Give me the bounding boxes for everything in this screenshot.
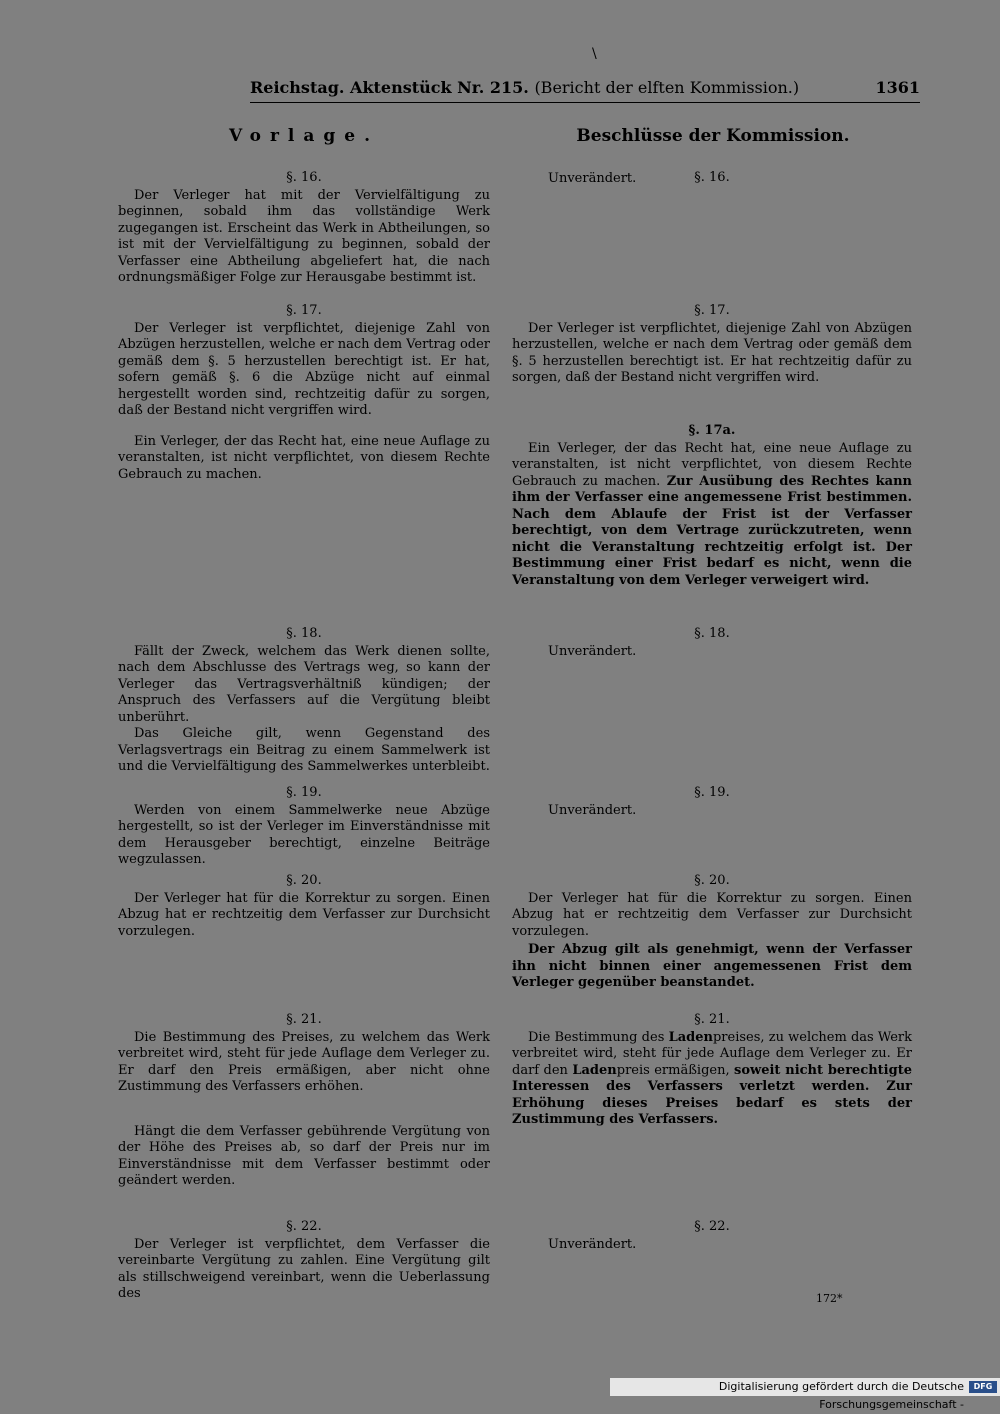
section-number: §. 17.: [694, 303, 730, 318]
section-number: §. 19.: [286, 785, 322, 800]
section-number: §. 17.: [286, 303, 322, 318]
left-section-18: [118, 626, 490, 776]
left-section-17: [118, 303, 490, 483]
left-section-19: [118, 785, 490, 869]
paragraph: Werden von einem Sammelwerke neue Abzüge hergestellt, so ist der Verleger im Einverständnisse mit dem Herausgeber berechtigt, einzelne Beiträge wegzulassen.: [118, 802, 490, 867]
unchanged-note: Unverändert.: [548, 643, 637, 659]
text-plain: preises, zu welchem das Werk verbreitet wird, steht für jede Auflage dem Verleger zu. Er darf den: [512, 1029, 912, 1078]
page-number: 1361: [875, 78, 920, 97]
right-section-22: [512, 1219, 912, 1253]
paragraph: Der Verleger ist verpflichtet, diejenige Zahl von Abzügen herzustellen, welche er nach dem Vertrag oder gemäß dem §. 5 herzustellen berechtigt ist. Er hat rechtzeitig dafür zu sorgen, daß der Bestand nicht vergriffen wird.: [512, 320, 912, 385]
page-header: [250, 76, 920, 103]
left-column-heading: Vorlage.: [228, 126, 380, 146]
right-section-16: [512, 170, 912, 187]
paragraph: Der Verleger hat für die Korrektur zu sorgen. Einen Abzug hat er rechtzeitig dem Verfasser zur Durchsicht vorzulegen.: [118, 890, 490, 939]
text-amendment: Laden: [572, 1062, 617, 1078]
unchanged-note: Unverändert.: [548, 1236, 637, 1252]
paragraph: Hängt die dem Verfasser gebührende Vergütung von der Höhe des Preises ab, so darf der Preis nur im Einverständnisse mit dem Verfasser bestimmt oder geändert werden.: [118, 1123, 490, 1188]
paragraph: [512, 441, 912, 590]
paragraph: Der Verleger ist verpflichtet, diejenige Zahl von Abzügen herzustellen, welche er nach dem Vertrag oder gemäß dem §. 5 herzustellen berechtigt ist. Er hat, sofern gemäß §. 6 die Abzüge nicht auf einmal hergestellt worden sind, rechtzeitig dafür zu sorgen, daß der Bestand nicht vergriffen wird.: [118, 320, 490, 418]
paragraph: Die Bestimmung des Preises, zu welchem das Werk verbreitet wird, steht für jede Auflage dem Verleger zu. Er darf den Preis ermäßigen, aber nicht ohne Zustimmung des Verfassers erhöhen.: [118, 1029, 490, 1094]
section-number: §. 22.: [694, 1219, 730, 1234]
left-section-21: [118, 1012, 490, 1190]
right-section-21: [512, 1012, 912, 1129]
paragraph: Das Gleiche gilt, wenn Gegenstand des Verlagsvertrags ein Beitrag zu einem Sammelwerk ist und die Vervielfältigung des Sammelwerkes unterbleibt.: [118, 726, 490, 774]
right-section-20: [512, 873, 912, 992]
right-section-17a: [512, 423, 912, 589]
digitization-footer: [610, 1378, 1000, 1411]
right-section-18: [512, 626, 912, 660]
text-plain: Ein Verleger, der das Recht hat, eine neue Auflage zu veranstalten, ist nicht verpflichtet, von diesem Rechte Gebrauch zu machen.: [512, 440, 912, 489]
section-number: §. 16.: [286, 170, 322, 185]
paragraph: Ein Verleger, der das Recht hat, eine neue Auflage zu veranstalten, ist nicht verpflichtet, von diesem Rechte Gebrauch zu machen.: [118, 433, 490, 482]
left-section-16: [118, 170, 490, 287]
text-amendment: soweit nicht berechtigte Interessen des Verfassers verletzt werden. Zur Erhöhung dieses Preises bedarf es stets der Zustimmung des Verfassers.: [512, 1062, 912, 1127]
unchanged-note: Unverändert.: [548, 170, 637, 186]
section-number: §. 22.: [286, 1219, 322, 1234]
section-number: §. 18.: [286, 626, 322, 641]
section-number: §. 20.: [286, 873, 322, 888]
paragraph: Der Verleger hat mit der Vervielfältigung zu beginnen, sobald ihm das vollständige Werk zugegangen ist. Erscheint das Werk in Abtheilungen, so ist mit der Vervielfältigung zu beginnen, sobald der Verfasser eine Abtheilung abgeliefert hat, die nach ordnungsmäßiger Folge zur Herausgabe bestimmt ist.: [118, 187, 490, 285]
header-title-main: Reichstag. Aktenstück Nr. 215.: [250, 78, 529, 97]
paragraph: Der Verleger ist verpflichtet, dem Verfasser die vereinbarte Vergütung zu zahlen. Eine Vergütung gilt als stillschweigend vereinbart, wenn die Ueberlassung des: [118, 1236, 490, 1301]
section-number: §. 21.: [286, 1012, 322, 1027]
section-number: §. 20.: [694, 873, 730, 888]
text-plain: Die Bestimmung des: [528, 1029, 665, 1045]
header-title: [250, 78, 799, 97]
section-number: §. 16.: [694, 170, 730, 185]
right-column-heading: Beschlüsse der Kommission.: [576, 126, 850, 146]
paragraph-amendment: Der Abzug gilt als genehmigt, wenn der Verfasser ihn nicht binnen einer angemessenen Frist dem Verleger gegenüber beanstandet.: [512, 942, 912, 990]
paragraph: Fällt der Zweck, welchem das Werk dienen sollte, nach dem Abschlusse des Vertrags weg, so kann der Verleger das Vertragsverhältniß kündigen; der Anspruch des Verfassers auf die Vergütung bleibt unberührt.: [118, 643, 490, 725]
left-section-20: [118, 873, 490, 940]
text-amendment: Zur Ausübung des Rechtes kann ihm der Verfasser eine angemessene Frist bestimmen. Nach dem Ablaufe der Frist ist der Verfasser berechtigt, von dem Vertrage zurückzutreten, wenn nicht die Veranstaltung rechtzeitig erfolgt ist. Der Bestimmung einer Frist bedarf es nicht, wenn die Veranstaltung von dem Verleger verweigert wird.: [512, 473, 912, 588]
section-number: §. 18.: [694, 626, 730, 641]
printer-signature: 172*: [816, 1292, 843, 1305]
left-section-22: [118, 1219, 490, 1303]
right-section-19: [512, 785, 912, 819]
section-number: §. 21.: [694, 1012, 730, 1027]
footer-text: Digitalisierung gefördert durch die Deutsche Forschungsgemeinschaft -: [718, 1380, 964, 1411]
dfg-logo-icon: DFG: [969, 1381, 997, 1393]
header-title-sub: (Bericht der elften Kommission.): [534, 78, 800, 97]
section-number: §. 19.: [694, 785, 730, 800]
right-section-17: [512, 303, 912, 387]
text-plain: preis ermäßigen,: [616, 1062, 730, 1078]
paragraph: [512, 1030, 912, 1129]
unchanged-note: Unverändert.: [548, 802, 637, 818]
paragraph: Der Verleger hat für die Korrektur zu sorgen. Einen Abzug hat er rechtzeitig dem Verfasser zur Durchsicht vorzulegen.: [512, 890, 912, 939]
text-amendment: Laden: [668, 1029, 713, 1045]
section-number: §. 17a.: [688, 423, 736, 438]
stray-mark: \: [592, 46, 597, 62]
